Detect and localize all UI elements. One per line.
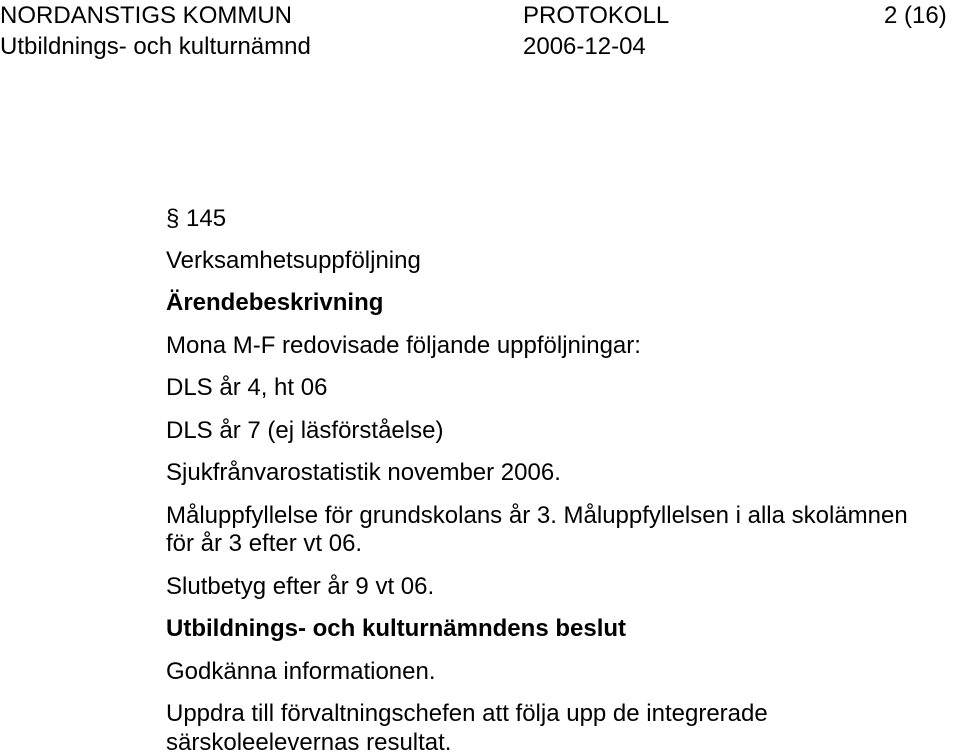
list-item: Sjukfrånvarostatistik november 2006.	[166, 459, 561, 486]
description-heading: Ärendebeskrivning	[166, 289, 384, 316]
list-item: för år 3 efter vt 06.	[166, 530, 363, 557]
meeting-date: 2006-12-04	[523, 33, 646, 60]
decision-line: särskoleelevernas resultat.	[166, 729, 452, 756]
section-title: Verksamhetsuppföljning	[166, 247, 421, 274]
committee-name: Utbildnings- och kulturnämnd	[0, 33, 311, 60]
section-number-text: 145	[186, 205, 227, 232]
decision-line: Uppdra till förvaltningschefen att följa upp de integrerade	[166, 700, 768, 727]
org-name: NORDANSTIGS KOMMUN	[0, 2, 293, 29]
description-intro: Mona M-F redovisade följande uppföljningar:	[166, 332, 641, 359]
decision-heading: Utbildnings- och kulturnämndens beslut	[166, 615, 627, 642]
doc-type: PROTOKOLL	[523, 2, 670, 29]
page-number: 2 (16)	[884, 2, 947, 29]
section-number	[166, 207, 226, 231]
list-item: Slutbetyg efter år 9 vt 06.	[166, 573, 435, 600]
section-symbol: §	[166, 205, 180, 232]
list-item: DLS år 4, ht 06	[166, 374, 328, 401]
list-item: DLS år 7 (ej läsförståelse)	[166, 417, 444, 444]
list-item: Måluppfyllelse för grundskolans år 3. Måluppfyllelsen i alla skolämnen	[166, 502, 908, 529]
decision-line: Godkänna informationen.	[166, 658, 436, 685]
